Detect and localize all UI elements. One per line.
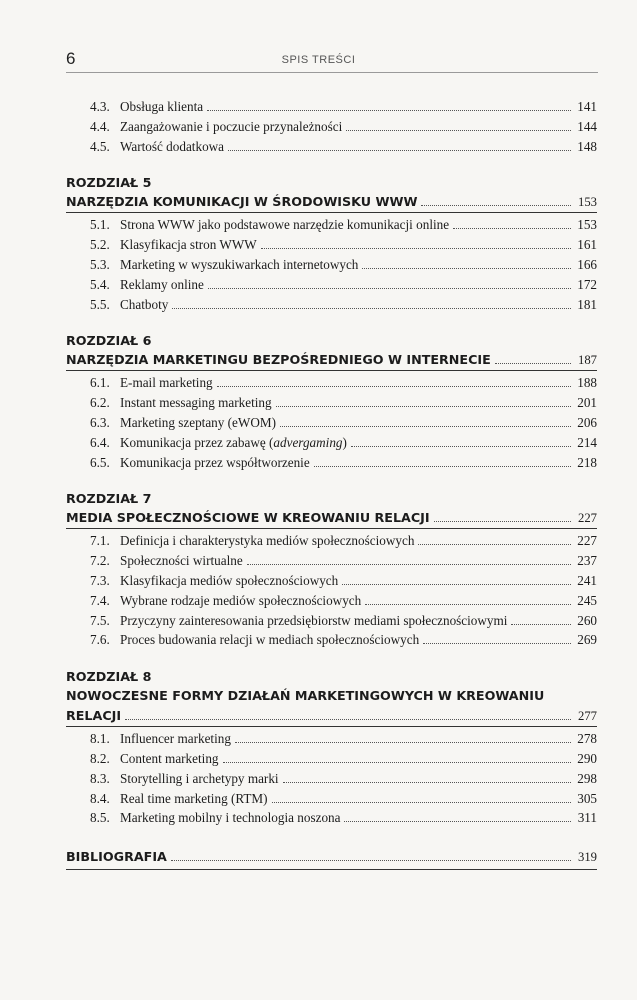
bibliography-block — [66, 847, 597, 870]
entry-title: Storytelling i archetypy marki — [120, 770, 279, 786]
chapter-title-row[interactable] — [66, 192, 597, 212]
chapter-label: ROZDZIAŁ 6 — [66, 333, 152, 349]
entry-page: 214 — [577, 434, 597, 450]
chapter-title: MEDIA SPOŁECZNOŚCIOWE W KREOWANIU RELACJI — [66, 510, 430, 526]
entry-page: 241 — [577, 572, 597, 588]
dot-leader — [342, 584, 571, 585]
toc-entry-5-2[interactable] — [66, 235, 597, 255]
entry-title: Obsługa klienta — [120, 99, 204, 114]
chapter-page: 227 — [577, 511, 597, 526]
bibliography-page: 319 — [577, 850, 597, 865]
entry-page: 172 — [577, 276, 597, 292]
entry-page: 181 — [577, 296, 597, 312]
toc-entry-4-4[interactable] — [66, 117, 597, 137]
entry-title: Definicja i charakterystyka mediów społecznościowych — [120, 533, 415, 549]
entry-number: 5.5. — [90, 296, 110, 312]
chapter-rule — [66, 212, 597, 213]
entry-title: Przyczyny zainteresowania przedsiębiorstw mediami społecznościowymi — [120, 612, 508, 628]
entry-title: Content marketing — [120, 750, 219, 766]
entry-page: 141 — [577, 99, 597, 114]
dot-leader — [434, 521, 571, 522]
entry-title: Real time marketing (RTM) — [120, 790, 268, 806]
chapter-6 — [66, 332, 597, 472]
header-rule — [66, 72, 598, 73]
entry-number: 6.4. — [90, 434, 110, 450]
chapter-label: ROZDZIAŁ 8 — [66, 669, 152, 685]
dot-leader — [423, 643, 571, 644]
toc-entry-7-1[interactable] — [66, 531, 597, 551]
entry-page: 245 — [577, 592, 597, 608]
dot-leader — [453, 228, 571, 229]
chapter-title: NARZĘDZIA MARKETINGU BEZPOŚREDNIEGO W INTERNECIE — [66, 352, 491, 368]
entry-title: Marketing mobilny i technologia noszona — [120, 810, 341, 826]
entry-title: Influencer marketing — [120, 731, 231, 747]
dot-leader — [223, 762, 571, 763]
toc-entry-6-4[interactable] — [66, 433, 597, 453]
dot-leader — [276, 406, 571, 407]
dot-leader — [314, 466, 571, 467]
dot-leader — [283, 782, 571, 783]
entry-number: 6.1. — [90, 375, 110, 391]
entry-title: Wartość dodatkowa — [120, 138, 225, 154]
entry-number: 8.4. — [90, 790, 110, 806]
dot-leader — [280, 426, 571, 427]
toc-entry-6-1[interactable] — [66, 373, 597, 393]
chapter-rule — [66, 726, 597, 727]
entry-number: 7.2. — [90, 553, 110, 569]
chapter-rule — [66, 528, 597, 529]
entry-number: 8.3. — [90, 770, 110, 786]
toc-entry-8-3[interactable] — [66, 769, 597, 789]
entry-title: Reklamy online — [120, 276, 204, 292]
toc-entry-7-2[interactable] — [66, 551, 597, 571]
toc-entry-8-5[interactable] — [66, 808, 597, 828]
chapter-title: NARZĘDZIA KOMUNIKACJI W ŚRODOWISKU WWW — [66, 194, 418, 210]
entry-title: Chatboty — [120, 296, 169, 312]
entry-number: 8.1. — [90, 731, 110, 747]
entry-number: 4.3. — [90, 99, 110, 114]
chapter-7 — [66, 490, 597, 650]
dot-leader — [208, 288, 571, 289]
chapter-8 — [66, 668, 597, 828]
entry-title: Klasyfikacja stron WWW — [120, 237, 257, 253]
chapter-rule — [66, 370, 597, 371]
chapter-label: ROZDZIAŁ 5 — [66, 175, 152, 191]
dot-leader — [365, 604, 571, 605]
dot-leader — [171, 860, 571, 861]
dot-leader — [261, 248, 571, 249]
bibliography-rule — [66, 869, 597, 870]
entry-page: 278 — [577, 731, 597, 747]
entry-title: Marketing w wyszukiwarkach internetowych — [120, 256, 359, 272]
chapter-title-row[interactable] — [66, 508, 597, 528]
entry-title: Klasyfikacja mediów społecznościowych — [120, 572, 339, 588]
dot-leader — [235, 742, 571, 743]
entry-number: 6.5. — [90, 454, 110, 470]
toc-entry-7-4[interactable] — [66, 591, 597, 611]
toc-entry-5-5[interactable] — [66, 295, 597, 315]
running-head: SPIS TREŚCI — [281, 54, 356, 66]
dot-leader — [217, 386, 571, 387]
toc-entry-6-2[interactable] — [66, 393, 597, 413]
dot-leader — [272, 802, 571, 803]
entry-number: 8.5. — [90, 810, 110, 826]
chapter-page: 153 — [577, 195, 597, 210]
toc-entry-4-3[interactable] — [66, 97, 597, 117]
entry-number: 6.3. — [90, 414, 110, 430]
dot-leader — [344, 821, 571, 822]
dot-leader — [362, 268, 571, 269]
entry-page: 237 — [577, 553, 597, 569]
dot-leader — [495, 363, 571, 364]
dot-leader — [346, 130, 571, 131]
chapter-5 — [66, 174, 597, 314]
entry-page: 227 — [577, 533, 597, 549]
entry-number: 7.5. — [90, 612, 110, 628]
entry-page: 290 — [577, 750, 597, 766]
entry-title: Proces budowania relacji w mediach społecznościowych — [120, 632, 420, 648]
dot-leader — [421, 205, 571, 206]
page-number: 6 — [66, 49, 76, 68]
chapter-title-line-1[interactable]: NOWOCZESNE FORMY DZIAŁAŃ MARKETINGOWYCH W KREOWANIU — [66, 688, 545, 704]
entry-page: 144 — [577, 118, 597, 134]
entry-title: Społeczności wirtualne — [120, 553, 243, 569]
toc-entry-6-3[interactable] — [66, 413, 597, 433]
toc-entry-6-5[interactable] — [66, 453, 597, 473]
dot-leader — [247, 564, 571, 565]
chapter-label: ROZDZIAŁ 7 — [66, 491, 152, 507]
toc-entry-4-5[interactable] — [66, 137, 597, 157]
entry-page: 201 — [577, 395, 597, 411]
entry-title: Zaangażowanie i poczucie przynależności — [120, 118, 343, 134]
toc-entry-8-2[interactable] — [66, 749, 597, 769]
entry-page: 298 — [577, 770, 597, 786]
dot-leader — [511, 624, 571, 625]
entry-page: 166 — [577, 256, 597, 272]
entry-page: 269 — [577, 632, 597, 648]
toc-entry-8-4[interactable] — [66, 789, 597, 809]
chapter-title-row[interactable] — [66, 706, 597, 726]
entry-number: 8.2. — [90, 750, 110, 766]
entry-title: Wybrane rodzaje mediów społecznościowych — [120, 592, 362, 608]
entry-number: 5.1. — [90, 217, 110, 233]
entry-title: Instant messaging marketing — [120, 395, 272, 411]
entry-number: 5.3. — [90, 256, 110, 272]
dot-leader — [125, 719, 571, 720]
entry-number: 4.4. — [90, 118, 110, 134]
toc-entry-7-5[interactable] — [66, 611, 597, 631]
chapter-page: 277 — [577, 709, 597, 724]
entry-title: Strona WWW jako podstawowe narzędzie komunikacji online — [120, 217, 450, 233]
entry-number: 7.4. — [90, 592, 110, 608]
entry-page: 188 — [577, 375, 597, 391]
bibliography-title: BIBLIOGRAFIA — [66, 849, 167, 865]
entry-title: E-mail marketing — [120, 375, 213, 391]
entry-page: 148 — [577, 138, 597, 154]
entry-page: 161 — [577, 237, 597, 253]
dot-leader — [228, 150, 571, 151]
dot-leader — [418, 544, 571, 545]
entry-page: 153 — [577, 217, 597, 233]
entry-page: 305 — [577, 790, 597, 806]
entry-page: 260 — [577, 612, 597, 628]
entry-number: 6.2. — [90, 395, 110, 411]
toc-entry-7-6[interactable] — [66, 630, 597, 650]
dot-leader — [172, 308, 571, 309]
dot-leader — [351, 446, 571, 447]
bibliography-row[interactable] — [66, 847, 597, 867]
chapter-page: 187 — [577, 353, 597, 368]
chapter-title: RELACJI — [66, 708, 122, 724]
entry-number: 7.3. — [90, 572, 110, 588]
entry-number: 7.1. — [90, 533, 110, 549]
toc-entry-5-1[interactable] — [66, 215, 597, 235]
entry-number: 5.2. — [90, 237, 110, 253]
entry-number: 5.4. — [90, 276, 110, 292]
entry-number: 7.6. — [90, 632, 110, 648]
entry-number: 4.5. — [90, 138, 110, 154]
italic-term: advergaming — [273, 434, 343, 450]
toc-entry-5-3[interactable] — [66, 255, 597, 275]
chapter-title-row[interactable] — [66, 350, 597, 370]
toc-entry-8-1[interactable] — [66, 729, 597, 749]
entry-title: Komunikacja przez zabawę (advergaming) — [120, 434, 347, 450]
entry-title: Komunikacja przez współtworzenie — [120, 454, 310, 470]
toc-entry-5-4[interactable] — [66, 275, 597, 295]
entry-page: 218 — [577, 454, 597, 470]
entry-page: 206 — [577, 414, 597, 430]
entry-title: Marketing szeptany (eWOM) — [120, 414, 276, 430]
dot-leader — [207, 110, 571, 111]
table-of-contents — [66, 97, 597, 870]
entry-page: 311 — [577, 810, 597, 826]
toc-entry-7-3[interactable] — [66, 571, 597, 591]
